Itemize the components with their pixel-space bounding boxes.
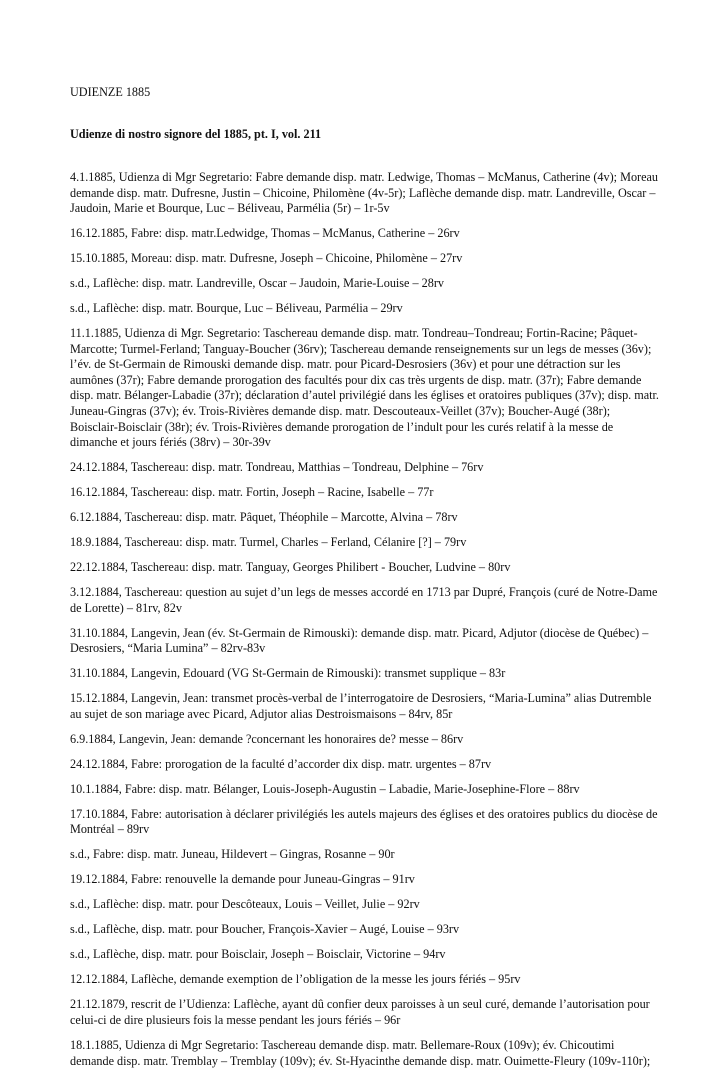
entry-paragraph: 21.12.1879, rescrit de l’Udienza: Laflèche, ayant dû confier deux paroisses à un seul curé, demande l’autorisation pour celui-ci de dire plusieurs fois la messe pendant les jours fériés – 96r [70, 997, 650, 1027]
entry-paragraph: 6.9.1884, Langevin, Jean: demande ?concernant les honoraires de? messe – 86rv [70, 731, 464, 746]
entry-paragraph: 17.10.1884, Fabre: autorisation à déclarer privilégiés les autels majeurs des églises et des oratoires publics du diocèse de Montréal – 89rv [70, 806, 658, 837]
volume-title: Udienze di nostro signore del 1885, pt. I, vol. 211 [70, 127, 322, 141]
entry-paragraph: 31.10.1884, Langevin, Edouard (VG St-Germain de Rimouski): transmet supplique – 83r [70, 666, 506, 681]
entry-paragraph: 3.12.1884, Taschereau: question au sujet d’un legs de messes accordé en 1713 par Dupré, François (curé de Notre-Dame de Lorette) – 81rv, 82v [70, 585, 658, 615]
entry-paragraph: 15.12.1884, Langevin, Jean: transmet procès-verbal de l’interrogatoire de Desrosiers, “Maria-Lumina” alias Dutremble au sujet de son mariage avec Picard, Adjutor alias Destroismaisons – 84rv, 85r [70, 691, 652, 721]
document-heading: UDIENZE 1885 [70, 85, 151, 99]
entry-paragraph: s.d., Laflèche: disp. matr. Bourque, Luc – Béliveau, Parmélia – 29rv [70, 301, 403, 316]
entry-paragraph: 4.1.1885, Udienza di Mgr Segretario: Fabre demande disp. matr. Ledwige, Thomas – McManus, Catherine (4v); Moreau demande disp. matr. Dufresne, Justin – Chicoine, Philomène (4v-5r); Laflèche demande disp. matr. Landreville, Oscar – Jaudoin, Marie et Bourque, Luc – Béliveau, Parmélia (5r) – 1r-5v [70, 170, 659, 216]
entry-paragraph: s.d., Laflèche, disp. matr. pour Boisclair, Joseph – Boisclair, Victorine – 94rv [70, 947, 446, 962]
entry-paragraph: s.d., Laflèche: disp. matr. Landreville, Oscar – Jaudoin, Marie-Louise – 28rv [70, 276, 444, 291]
entry-paragraph: 31.10.1884, Langevin, Jean (év. St-Germain de Rimouski): demande disp. matr. Picard, Adjutor (diocèse de Québec) – Desrosiers, “Maria Lumina” – 82rv-83v [70, 625, 649, 656]
entry-paragraph: 16.12.1885, Fabre: disp. matr.Ledwidge, Thomas – McManus, Catherine – 26rv [70, 226, 460, 241]
entry-paragraph: 19.12.1884, Fabre: renouvelle la demande pour Juneau-Gingras – 91rv [70, 872, 415, 887]
entry-paragraph: 6.12.1884, Taschereau: disp. matr. Pâquet, Théophile – Marcotte, Alvina – 78rv [70, 510, 458, 525]
entry-paragraph: 16.12.1884, Taschereau: disp. matr. Fortin, Joseph – Racine, Isabelle – 77r [70, 485, 434, 500]
entry-paragraph: 24.12.1884, Taschereau: disp. matr. Tondreau, Matthias – Tondreau, Delphine – 76rv [70, 460, 484, 475]
entry-paragraph: 12.12.1884, Laflèche, demande exemption de l’obligation de la messe les jours fériés – 95rv [70, 972, 521, 987]
entry-paragraph: s.d., Fabre: disp. matr. Juneau, Hildevert – Gingras, Rosanne – 90r [70, 847, 395, 862]
entry-paragraph: 22.12.1884, Taschereau: disp. matr. Tanguay, Georges Philibert - Boucher, Ludvine – 80rv [70, 560, 511, 575]
entry-paragraph: s.d., Laflèche: disp. matr. pour Descôteaux, Louis – Veillet, Julie – 92rv [70, 897, 420, 912]
entry-paragraph: 24.12.1884, Fabre: prorogation de la faculté d’accorder dix disp. matr. urgentes – 87rv [70, 756, 492, 771]
entry-list [70, 170, 660, 1078]
entry-paragraph: 11.1.1885, Udienza di Mgr. Segretario: Taschereau demande disp. matr. Tondreau–Tondreau; Fortin-Racine; Pâquet-Marcotte; Turmel-Ferland; Tanguay-Boucher (36rv); Taschereau demande renseignements sur un legs de messes (36v); l’év. de St-Germain de Rimouski demande disp. matr. pour Picard-Desrosiers (36v) et pour une détraction sur les aumônes (37r); Fabre demande prorogation des facultés pour dix cas très urgents de disp. matr. (37r); Fabre demande disp. matr. Bélanger-Labadie (37r); déclaration d’autel privilégié dans les églises et oratoires publiques (37v); disp. matr. Juneau-Gingras (37v); év. Trois-Rivières demande disp. matr. Descouteaux-Veillet (37v); Boucher-Augé (38r); Boisclair-Boisclair (38r); év. Trois-Rivières demande prorogation de l’indult pour les curés relatif à la messe de dimanche et jours fériés (38rv) – 30r-39v [70, 326, 659, 450]
entry-paragraph: s.d., Laflèche, disp. matr. pour Boucher, François-Xavier – Augé, Louise – 93rv [70, 922, 460, 937]
entry-paragraph: 18.9.1884, Taschereau: disp. matr. Turmel, Charles – Ferland, Célanire [?] – 79rv [70, 535, 467, 550]
entry-paragraph: 15.10.1885, Moreau: disp. matr. Dufresne, Joseph – Chicoine, Philomène – 27rv [70, 251, 463, 266]
entry-paragraph: 10.1.1884, Fabre: disp. matr. Bélanger, Louis-Joseph-Augustin – Labadie, Marie-Josephine-Flore – 88rv [70, 781, 580, 796]
entry-paragraph: 18.1.1885, Udienza di Mgr Segretario: Taschereau demande disp. matr. Bellemare-Roux (109v); év. Chicoutimi demande disp. matr. Tremblay – Tremblay (109v); év. St-Hyacinthe demande disp. matr. Ouimette-Fleury (109v-110r); [70, 1037, 651, 1068]
